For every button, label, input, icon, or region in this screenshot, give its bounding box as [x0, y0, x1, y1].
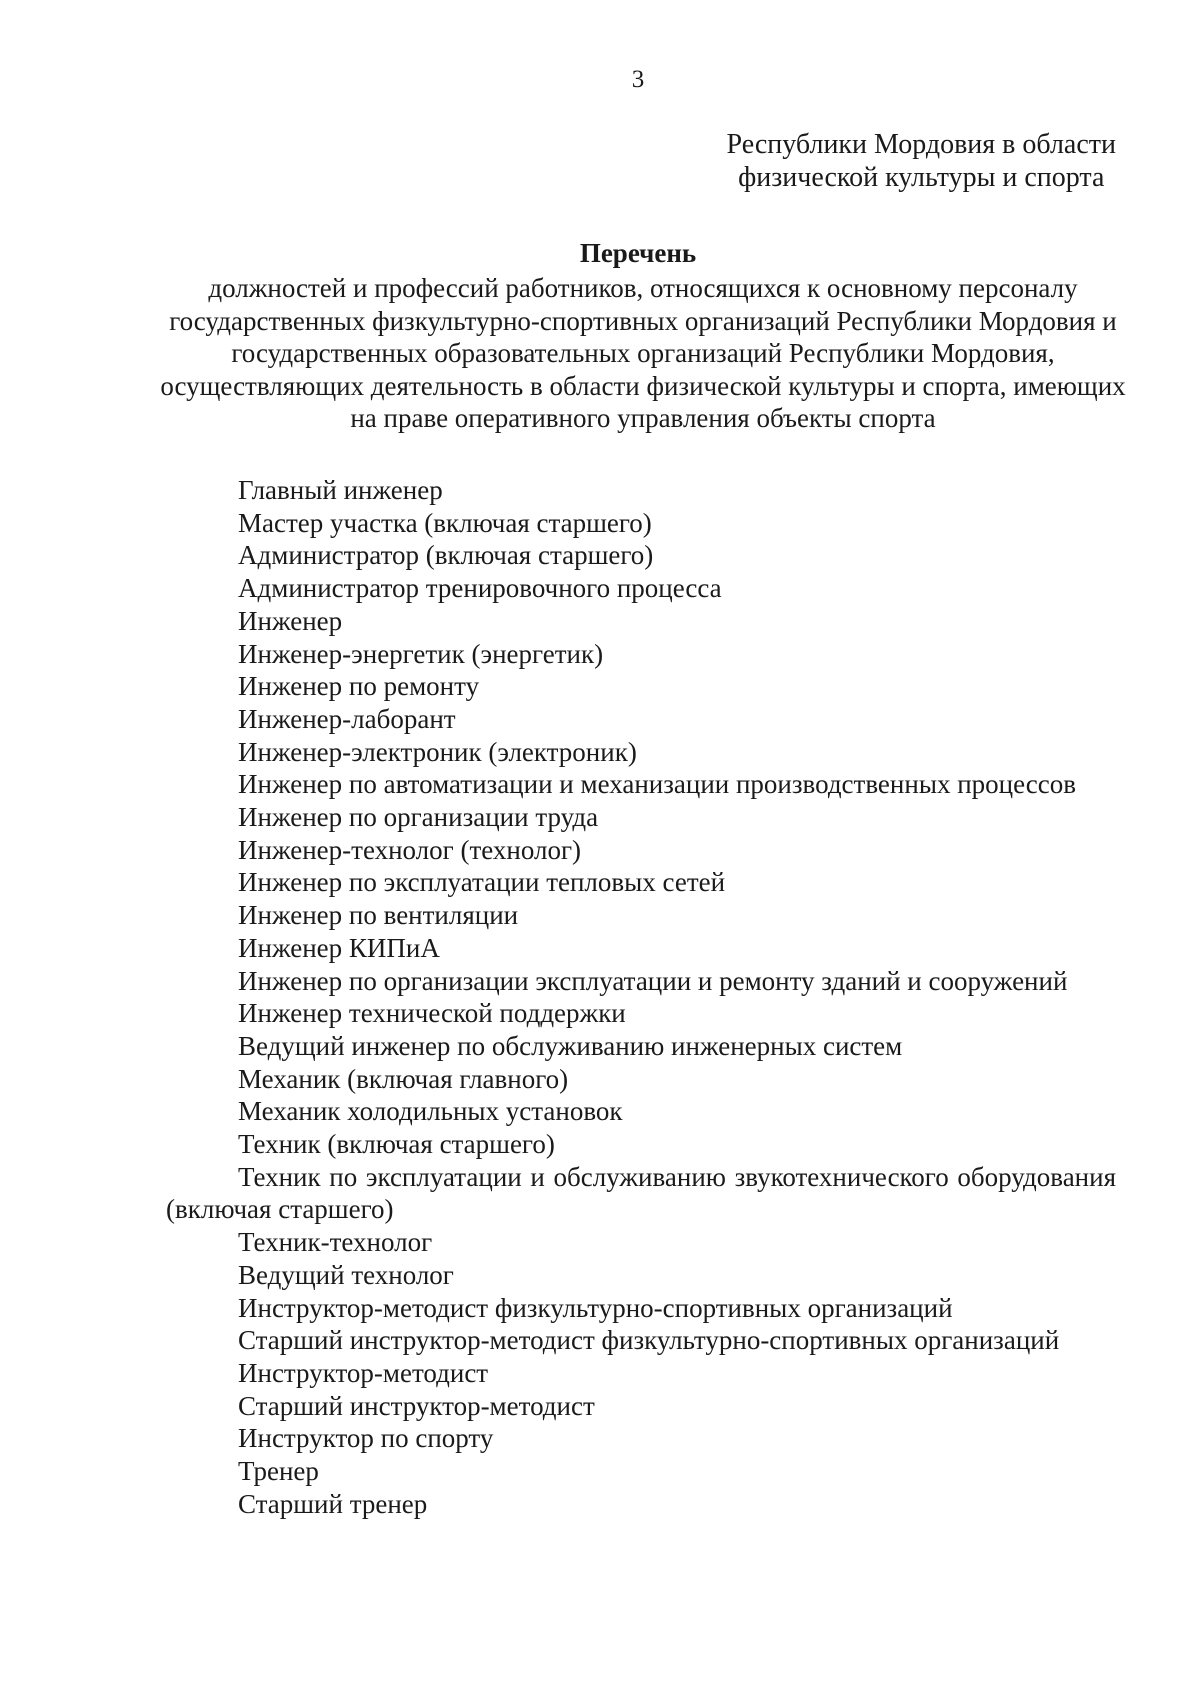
list-item: Тренер — [238, 1456, 319, 1487]
list-item: Инженер КИПиА — [238, 932, 440, 963]
list-item: Инженер — [238, 605, 343, 636]
list-item: Техник-технолог — [238, 1227, 433, 1258]
page-number: 3 — [631, 66, 645, 93]
list-item: Старший инструктор-методист — [238, 1390, 595, 1421]
heading-line-1: Республики Мордовия в области — [726, 129, 1116, 160]
document-subtitle: должностей и профессий работников, относящихся к основному персоналу государственных физкультурно-спортивных организаций Республики Мордовия и государственных образовательных организаций Республики Мордовия, осуществляющих деятельность в области физической культуры и спорта, имеющих на праве оперативного управления объекты спорта — [160, 273, 1126, 433]
document-heading — [727, 128, 1116, 194]
list-item: Техник (включая старшего) — [238, 1129, 555, 1160]
list-item: Инженер по организации эксплуатации и ремонту зданий и сооружений — [238, 965, 1068, 996]
list-item: Механик (включая главного) — [238, 1063, 569, 1094]
list-item: Инженер по автоматизации и механизации производственных процессов — [238, 769, 1076, 800]
list-item: Инженер-энергетик (энергетик) — [238, 638, 604, 669]
list-item: Инструктор по спорту — [238, 1423, 494, 1454]
list-item: Инструктор-методист физкультурно-спортивных организаций — [238, 1292, 953, 1323]
list-item: Инженер-технолог (технолог) — [238, 834, 582, 865]
list-item: Старший инструктор-методист физкультурно-спортивных организаций — [238, 1325, 1060, 1356]
list-item: Старший тренер — [238, 1488, 428, 1519]
document-title: Перечень — [579, 238, 697, 268]
heading-line-2: физической культуры и спорта — [738, 162, 1105, 193]
list-item: Инженер по организации труда — [238, 802, 599, 833]
list-item: Инженер по эксплуатации тепловых сетей — [238, 867, 726, 898]
list-item: Ведущий инженер по обслуживанию инженерных систем — [238, 1030, 903, 1061]
list-item: Инструктор-методист — [238, 1357, 489, 1388]
list-item: Администратор тренировочного процесса — [238, 573, 722, 604]
list-item: Механик холодильных установок — [238, 1096, 623, 1127]
list-item: Инженер по ремонту — [238, 671, 480, 702]
list-item: Ведущий технолог — [238, 1259, 454, 1290]
positions-list — [166, 474, 1116, 1521]
list-item: Администратор (включая старшего) — [238, 540, 654, 571]
list-item: Инженер технической поддержки — [238, 998, 626, 1029]
list-item: Мастер участка (включая старшего) — [238, 507, 652, 538]
list-item: Техник по эксплуатации и обслуживанию звукотехнического оборудования (включая старшего) — [166, 1161, 1116, 1225]
list-item: Инженер-лаборант — [238, 703, 456, 734]
list-item: Инженер-электроник (электроник) — [238, 736, 637, 767]
list-item: Инженер по вентиляции — [238, 900, 519, 931]
list-item: Главный инженер — [238, 475, 443, 505]
